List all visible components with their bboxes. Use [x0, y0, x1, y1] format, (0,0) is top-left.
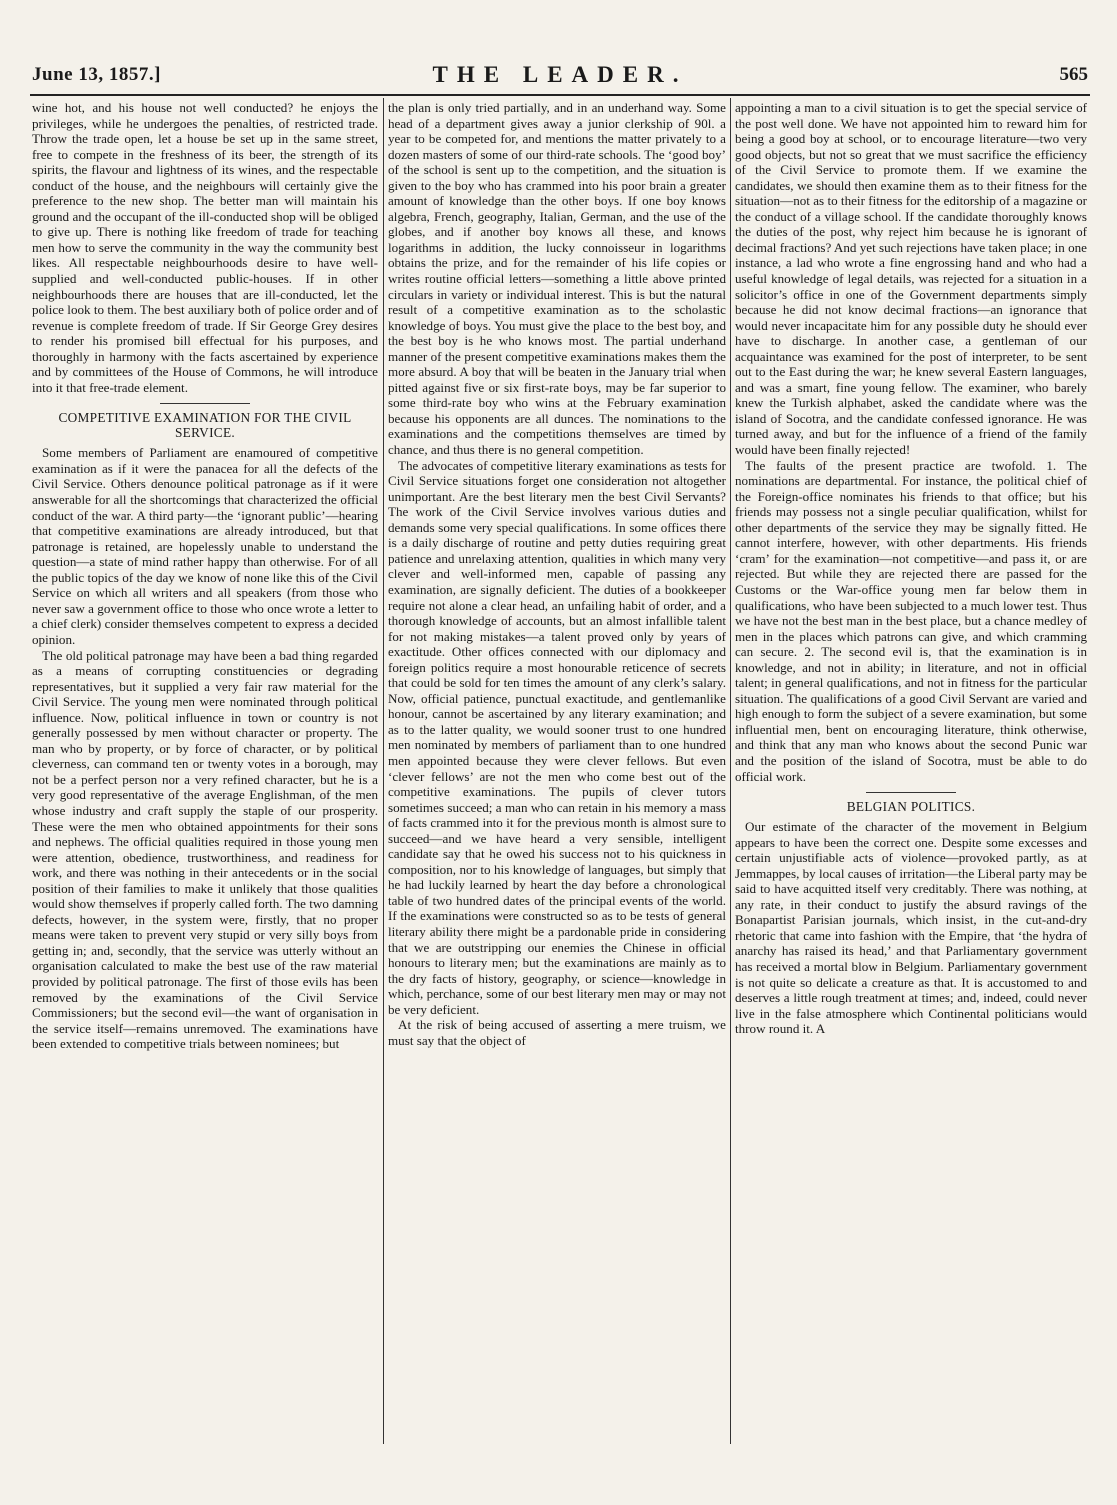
page-number: 565 [1059, 64, 1088, 85]
issue-date: June 13, 1857.] [32, 64, 161, 85]
article-paragraph: Some members of Parliament are enamoured of competitive examination as if it were the panacea for all the defects of the Civil Service. Others denounce political patronage as if it were answerable for all the shortcomings that characterized the official conduct of the war. A third party—the ‘ignorant public’—hearing that competitive examinations are already introduced, but that patronage is retained, are hopelessly unable to understand the question—a state of mind rather happy than otherwise. For of all the public topics of the day we know of none like this of the Civil Service on which all writers and all speakers (from those who never saw a government office to those who once wrote a letter to a chief clerk) consider themselves competent to express a decided opinion. [32, 445, 378, 647]
newspaper-title: THE LEADER. [432, 62, 688, 87]
column-divider-1 [383, 98, 384, 1444]
section-divider [866, 792, 956, 793]
column-1 [32, 100, 378, 1445]
masthead [30, 62, 1090, 94]
column-3 [735, 100, 1087, 1445]
article-heading-civil-service: COMPETITIVE EXAMINATION FOR THE CIVIL SERVICE. [58, 410, 352, 441]
article-paragraph: The old political patronage may have been a bad thing regarded as a means of corrupting constituencies or degrading representatives, but it supplied a very fair raw material for the Civil Service. The young men were nominated through political influence. Now, political influence in town or country is not generally possessed by men without character or property. The man who by property, or by force of character, or by political cleverness, can command ten or twenty votes in a borough, may not be a perfect person nor a very refined character, but he is a very good representative of the average Englishman, of the men whose industry and craft supply the staple of our prosperity. These were the men who obtained appointments for their sons and nephews. The official qualities required in those young men were attention, obedience, trustworthiness, and readiness for work, and there was nothing in their antecedents or in the social position of their families to make it unlikely that those qualities would show themselves if properly called forth. The two damning defects, however, in the system were, firstly, that no proper means were taken to prevent very stupid or very silly boys from getting in; and, secondly, that the service was utterly without an organisation calculated to make the best use of the raw material provided by political patronage. The first of those evils has been removed by the examinations of the Civil Service Commissioners; but the second evil—the want of organisation in the service itself—remains unremoved. The examinations have been extended to competitive trials between nominees; but [32, 647, 378, 1052]
article-heading-belgian-politics: BELGIAN POLITICS. [846, 799, 976, 815]
article-paragraph: appointing a man to a civil situation is to get the special service of the post well done. We have not appointed him to reward him for being a good boy at school, or to encourage literature—two very good objects, but not so great that we must sacrifice the efficiency of the Civil Service to promote them. If we examine the candidates, we should then examine them as to their fitness for the situation—not as to their fitness for the editorship of a magazine or the conduct of a village school. If the candidate thoroughly knows the duties of the post, why reject him because he is ignorant of decimal fractions? And yet such rejections have taken place; in one instance, a lad who wrote a fine engrossing hand and who had a useful knowledge of legal details, was rejected for a situation in a solicitor’s office in one of the Government departments simply because he did not know decimal fractions—an ignorance that would never incapacitate him for any possible duty he should ever have to discharge. In another case, a gentleman of our acquaintance was examined for the post of interpreter, to be sent out to the East during the war; he knew several Eastern languages, and was a smart, fine young fellow. The examiner, who barely knew the Turkish alphabet, asked the candidate where was the island of Socotra, and the candidate confessed ignorance. He was turned away, and but for the influence of a friend of the family would have been finally rejected! [735, 100, 1087, 458]
section-divider [160, 403, 250, 404]
column-2 [388, 100, 726, 1445]
article-paragraph: wine hot, and his house not well conducted? he enjoys the privileges, while he undergoes the penalties, of restricted trade. Throw the trade open, let a house be set up in the same street, free to compete in the freshness of its beer, the strength of its spirits, the flavour and lightness of its wines, and the respectable conduct of the house, and the neighbours will certainly give the preference to the new shop. The better man will maintain his ground and the occupant of the ill-conducted shop will be obliged to give up. There is nothing like freedom of trade for teaching men how to serve the community in the way the community best likes. All respectable neighbourhoods desire to have well-supplied and well-conducted public-houses. If in other neighbourhoods there are houses that are ill-conducted, let the police look to them. The best auxiliary both of police order and of revenue is complete freedom of trade. If Sir George Grey desires to render his promised bill effectual for his purposes, and thoroughly in harmony with the facts ascertained by experience and by committees of the House of Commons, he will introduce into it that free-trade element. [32, 100, 378, 395]
article-paragraph: Our estimate of the character of the movement in Belgium appears to have been the correct one. Despite some excesses and certain unjustifiable acts of violence—provoked partly, as at Jemmappes, by local causes of irritation—the Liberal party may be said to have acquitted itself very creditably. There was nothing, at any rate, in their conduct to justify the absurd ravings of the Bonapartist Parisian journals, which insist, in the cut-and-dry rhetoric that came into fashion with the Empire, that ‘the hydra of anarchy has raised its head,’ and that Parliamentary government has received a mortal blow in Belgium. Parliamentary government is not quite so delicate a creature as that. It is accustomed to and deserves a little rough treatment at times; and, indeed, could never live in the false atmosphere which Continental politicians would throw round it. A [735, 819, 1087, 1037]
article-paragraph: The advocates of competitive literary examinations as tests for Civil Service situations forget one consideration not altogether unimportant. Are the best literary men the best Civil Servants? The work of the Civil Service involves various duties and demands some very special qualifications. In some offices there is a daily discharge of routine and petty duties requiring great patience and unrelaxing attention, qualities in which many very clever and well-informed men, capable of passing any examination, are signally deficient. The duties of a bookkeeper require not alone a clear head, an unfailing habit of order, and a thorough knowledge of accounts, but an almost infallible talent for not making mistakes—a talent proved only by years of exactitude. Other offices connected with our diplomacy and foreign politics require a most honourable reticence of secrets that could be sold for ten times the amount of any clerk’s salary. Now, official patience, punctual exactitude, and gentlemanlike honour, cannot be ascertained by any literary examination; and as to the latter quality, we would sooner trust to one hundred men nominated by members of parliament than to one hundred men appointed because they were clever fellows. But even ‘clever fellows’ are not the men who come best out of the competitive examinations. The pupils of clever tutors sometimes succeed; a man who can retain in his memory a mass of facts crammed into it for the previous month is almost sure to succeed—and we have heard a very sensible, intelligent candidate say that he owed his success not to his quickness in composition, nor to his knowledge of languages, but simply that he had luckily learned by heart the day before a chronological table of two hundred dates of the principal events of the world. If the examinations were constructed so as to be tests of general literary ability there might be a pardonable pride in considering that we are outstripping our enemies the Chinese in official honours to literary men; but the examinations are mainly as to the dry facts of history, geography, or science—knowledge in which, perchance, some of our best literary men may or may not be very deficient. [388, 457, 726, 1017]
column-divider-2 [730, 98, 731, 1444]
article-paragraph: At the risk of being accused of asserting a mere truism, we must say that the object of [388, 1017, 726, 1048]
article-paragraph: The faults of the present practice are twofold. 1. The nominations are departmental. For instance, the political chief of the Foreign-office nominates his friends to that office; but his friends may possess not a single peculiar qualification, whilst for other departments of the service they may be signally fitted. He cannot interfere, however, with other departments. His friends ‘cram’ for the examination—not competitive—and pass it, or are rejected. But while they are rejected there are passed for the Customs or the War-office young men far below them in qualifications, who have been subjected to a much lower test. Thus we have not the best man in the best place, but a chance medley of men in the places which patrons can give, and which cramming can secure. 2. The second evil is, that the examination is in knowledge, and not in ability; in literature, and not in official talent; in general qualifications, and not in fitness for the particular situation. The qualifications of a good Civil Servant are varied and high enough to form the subject of a severe examination, but some influential men, bent on encouraging literature, think otherwise, and think that any man who knows about the second Punic war and the position of the island of Socotra, must be able to do official work. [735, 457, 1087, 784]
masthead-rule [30, 94, 1090, 96]
article-paragraph: the plan is only tried partially, and in an underhand way. Some head of a department gives away a junior clerkship of 90l. a year to be competed for, and mentions the matter privately to a dozen masters of some of our third-rate schools. The ‘good boy’ of the school is sent up to the competition, and the situation is given to the boy who has crammed into his poor brain a greater amount of knowledge than the other boys. If one boy knows algebra, French, geography, Italian, German, and the use of the globes, and if another boy knows all these, and knows logarithms in addition, the lucky connoisseur in logarithms obtains the prize, and for the remainder of his life copies or writes routine official letters—something a little above printed circulars in variety or individual interest. This is but the natural result of a competitive examination as to the scholastic knowledge of boys. You must give the place to the best boy, and the best boy is he who knows most. The partial underhand manner of the present competitive examinations makes them the more absurd. A boy that will be beaten in the January trial when pitted against five or six first-rate boys, may be far superior to some third-rate boy who wins at the February examination because his opponents are all dunces. The nominations to the examinations and the competitions themselves are timed by chance, and thus there is no general competition. [388, 100, 726, 458]
